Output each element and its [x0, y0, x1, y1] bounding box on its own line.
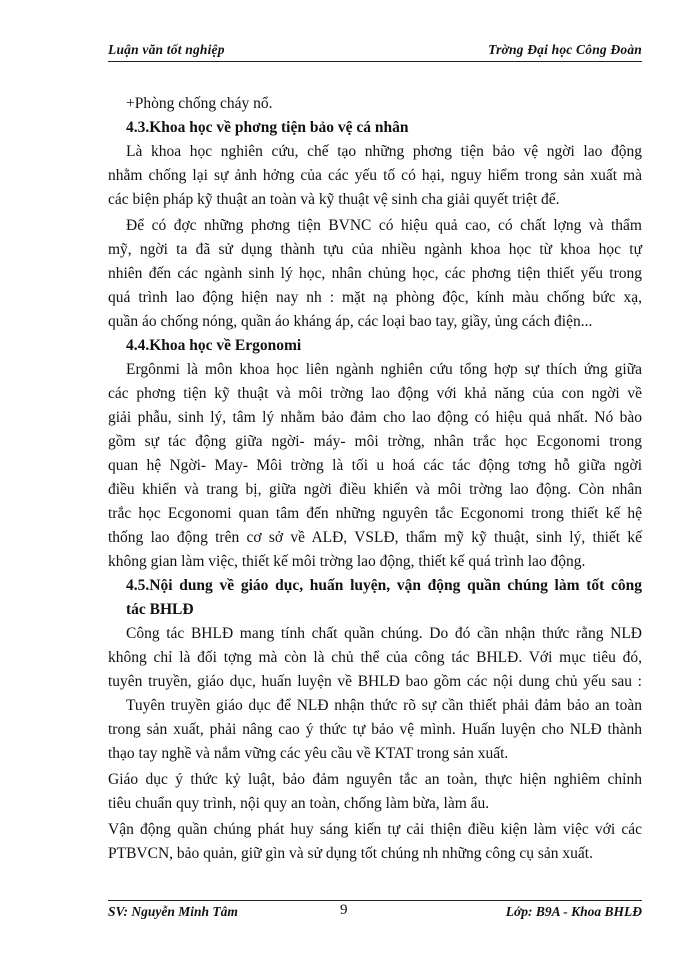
- paragraph-line: Ergônmi là môn khoa học liên ngành nghiên cứu tổng hợp sự thích ứng giữa: [126, 361, 642, 378]
- paragraph-line: trắc học Ecgonomi quan tâm đến những nguyên tắc Ecgonomi trong thiết kế hệ: [108, 505, 642, 522]
- paragraph-line: Tuyên truyền giáo dục để NLĐ nhận thức rõ sự cần thiết phải đảm bảo an toàn: [126, 697, 642, 714]
- paragraph-line: Để có đợc những phơng tiện BVNC có hiệu quả cao, có chất lợng và thẩm: [126, 217, 642, 234]
- paragraph-line: nhiên đến các ngành sinh lý học, nhân chủng học, các phơng tiện thiết yếu trong: [108, 265, 642, 282]
- section-heading-4-3: 4.3.Khoa học về phơng tiện bảo vệ cá nhân: [126, 119, 409, 136]
- paragraph-line: quá trình lao động hiện nay nh : mặt nạ phòng độc, kính màu chống bức xạ,: [108, 289, 642, 306]
- paragraph-line: các biện pháp kỹ thuật an toàn và kỹ thuật vệ sinh cha giải quyết triệt để.: [108, 191, 560, 208]
- footer-class-label: Lớp: B9A - Khoa BHLĐ: [505, 904, 642, 919]
- paragraph-line: gồm sự tác động giữa ngời- máy- môi trờng, nhân trắc học Ecgonomi trong: [108, 433, 642, 450]
- paragraph-line: Là khoa học nghiên cứu, chế tạo những phơng tiện bảo vệ ngời lao động: [126, 143, 642, 160]
- page-number: 9: [340, 902, 348, 918]
- header-thesis-label: Luận văn tốt nghiệp: [108, 42, 225, 57]
- bullet-line: +Phòng chống cháy nổ.: [126, 95, 273, 112]
- paragraph-line: thống lao động trên cơ sở về ALĐ, VSLĐ, thẩm mỹ kỹ thuật, sinh lý, thiết kế: [108, 529, 642, 546]
- paragraph-line: trong sản xuất, phải nâng cao ý thức tự bảo vệ mình. Huấn luyện cho NLĐ thành: [108, 721, 642, 738]
- paragraph-line: điều khiển và trang bị, giữa ngời điều khiển và môi trờng lao động. Còn nhân: [108, 481, 642, 498]
- paragraph-line: mỹ, ngời ta đã sử dụng thành tựu của nhiều ngành khoa học từ khoa học tự: [108, 241, 642, 258]
- section-heading-4-4: 4.4.Khoa học về Ergonomi: [126, 337, 302, 354]
- paragraph-line: giải phẫu, sinh lý, tâm lý nhằm bảo đảm cho lao động có hiệu quả nhất. Nó bào: [108, 409, 642, 426]
- paragraph-line: quần áo chống nóng, quần áo kháng áp, các loại bao tay, giầy, ủng cách điện...: [108, 313, 593, 330]
- paragraph-line: PTBVCN, bảo quản, giữ gìn và sử dụng tốt chúng nh những công cụ sản xuất.: [108, 845, 593, 862]
- footer-student-name: SV: Nguyễn Minh Tâm: [108, 904, 238, 919]
- header-rule: [108, 61, 642, 62]
- paragraph-line: không chỉ là đối tợng mà còn là chủ thể của công tác BHLĐ. Với mục tiêu đó,: [108, 649, 642, 666]
- paragraph-line: tuyên truyền, giáo dục, huấn luyện về BHLĐ bao gồm các nội dung chủ yếu sau :: [108, 673, 642, 690]
- page-footer: [108, 904, 642, 926]
- section-heading-4-5: 4.5.Nội dung về giáo dục, huấn luyện, vận động quần chúng làm tốt công: [126, 577, 642, 594]
- paragraph-line: không gian làm việc, thiết kế môi trờng lao động, thiết kế quá trình lao động.: [108, 553, 586, 570]
- paragraph-line: tiêu chuẩn quy trình, nội quy an toàn, chống làm bừa, làm ẩu.: [108, 795, 490, 812]
- header-university-label: Trờng Đại học Công Đoàn: [488, 42, 642, 57]
- paragraph-line: Công tác BHLĐ mang tính chất quần chúng. Do đó cần nhận thức rằng NLĐ: [126, 625, 642, 642]
- paragraph-line: Vận động quần chúng phát huy sáng kiến tự cải thiện điều kiện làm việc với các: [108, 821, 642, 838]
- paragraph-line: quan hệ Ngời- May- Môi trờng là tối u hoá các tác động tơng hỗ giữa ngời: [108, 457, 642, 474]
- section-heading-4-5-cont: tác BHLĐ: [126, 601, 194, 618]
- paragraph-line: các phơng tiện kỹ thuật và môi trờng lao động với khả năng của con ngời về: [108, 385, 642, 402]
- footer-rule: [108, 900, 642, 901]
- paragraph-line: nhằm chống lại sự ảnh hởng của các yếu tố có hại, nguy hiểm trong sản xuất mà: [108, 167, 642, 184]
- paragraph-line: Giáo dục ý thức kỷ luật, bảo đảm nguyên tắc an toàn, thực hiện nghiêm chỉnh: [108, 771, 642, 788]
- paragraph-line: thạo tay nghề và nắm vững các yêu cầu về KTAT trong sản xuất.: [108, 745, 509, 762]
